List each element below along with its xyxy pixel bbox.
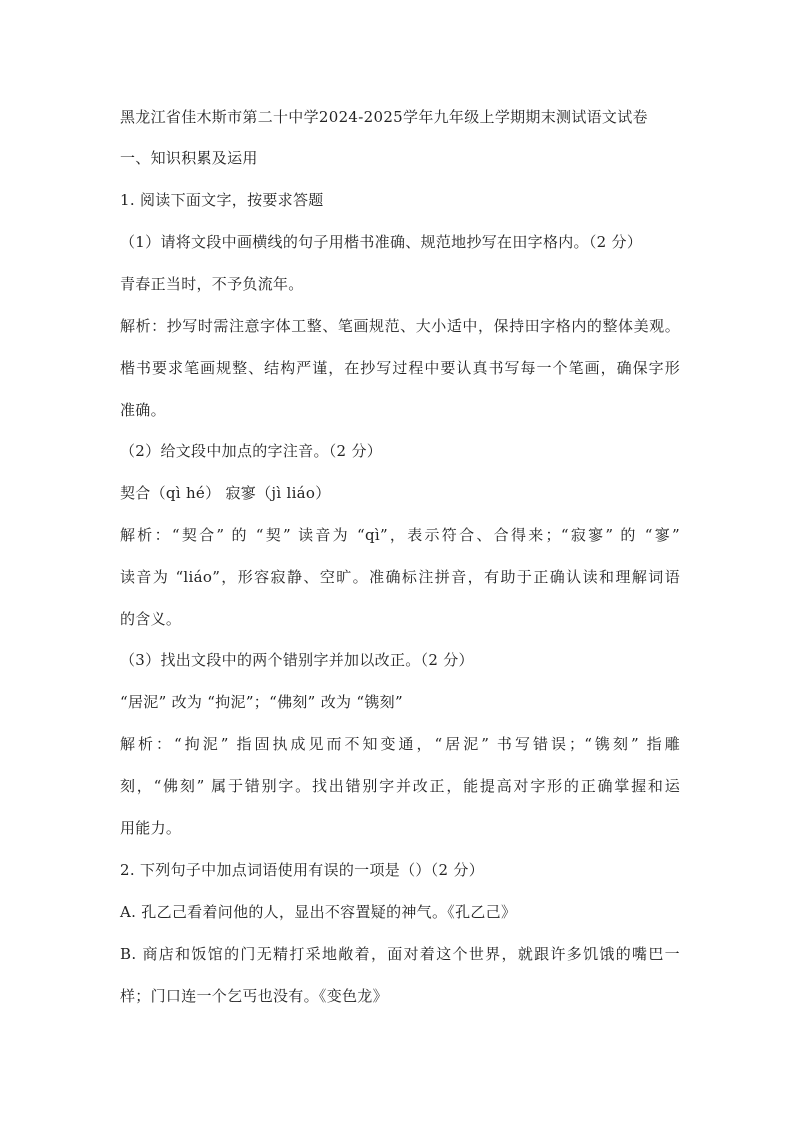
subquestion-3: （3）找出文段中的两个错别字并加以改正。（2 分） [120, 651, 474, 669]
answer-3: “居泥” 改为 “拘泥”；“佛刻” 改为 “镌刻” [120, 693, 403, 711]
analysis-2-line-3: 的含义。 [120, 610, 182, 628]
answer-2: 契合（qì hé） 寂寥（jì liáo） [120, 484, 331, 502]
question-2-heading: 2. 下列句子中加点词语使用有误的一项是（）（2 分） [120, 861, 484, 879]
analysis-1-line-2: 楷书要求笔画规整、结构严谨，在抄写过程中要认真书写每一个笔画，确保字形 [120, 359, 680, 377]
answer-1: 青春正当时，不予负流年。 [120, 275, 304, 293]
subquestion-1: （1）请将文段中画横线的句子用楷书准确、规范地抄写在田字格内。（2 分） [120, 233, 643, 251]
option-a: A. 孔乙己看着问他的人，显出不容置疑的神气。《孔乙己》 [120, 903, 517, 921]
analysis-3-line-3: 用能力。 [120, 819, 182, 837]
analysis-2-line-1: 解析：“契合” 的 “契” 读音为 “qì”，表示符合、合得来；“寂寥” 的 “寥” [120, 526, 680, 544]
subquestion-2: （2）给文段中加点的字注音。（2 分） [120, 442, 383, 460]
document-title: 黑龙江省佳木斯市第二十中学2024-2025学年九年级上学期期末测试语文试卷 [120, 108, 648, 126]
section-heading: 一、知识积累及运用 [120, 149, 258, 167]
analysis-3-line-1: 解析：“拘泥” 指固执成见而不知变通，“居泥” 书写错误；“镌刻” 指雕 [120, 735, 680, 753]
question-1-heading: 1. 阅读下面文字，按要求答题 [120, 191, 324, 209]
analysis-3-line-2: 刻，“佛刻” 属于错别字。找出错别字并改正，能提高对字形的正确掌握和运 [120, 777, 680, 795]
analysis-1-line-3: 准确。 [120, 401, 166, 419]
analysis-1-line-1: 解析：抄写时需注意字体工整、笔画规范、大小适中，保持田字格内的整体美观。 [120, 317, 680, 335]
option-b-line-1: B. 商店和饭馆的门无精打采地敞着，面对着这个世界，就跟许多饥饿的嘴巴一 [120, 945, 680, 963]
analysis-2-line-2: 读音为 “liáo”，形容寂静、空旷。准确标注拼音，有助于正确认读和理解词语 [120, 568, 680, 586]
option-b-line-2: 样；门口连一个乞丐也没有。《变色龙》 [120, 987, 388, 1005]
